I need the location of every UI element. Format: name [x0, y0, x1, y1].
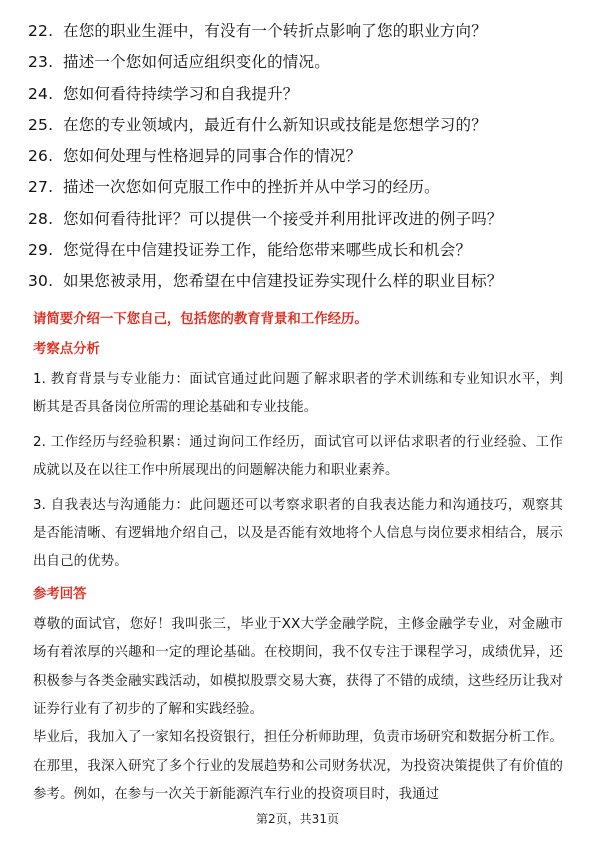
question-item	[28, 209, 573, 240]
question-text: 您如何看待批评？可以提供一个接受并利用批评改进的例子吗？	[63, 209, 503, 228]
question-text: 描述一个您如何适应组织变化的情况。	[63, 53, 330, 72]
question-number: 28.	[28, 209, 54, 228]
page-number: 第2页，共31页	[256, 812, 339, 826]
question-number: 22.	[28, 22, 54, 40]
question-item	[28, 177, 573, 208]
question-text: 在您的职业生涯中，有没有一个转折点影响了您的职业方向？	[63, 22, 487, 40]
answer-section	[33, 310, 563, 809]
question-item	[28, 115, 573, 146]
question-text: 您如何处理与性格迥异的同事合作的情况？	[63, 147, 362, 166]
question-item	[28, 84, 573, 115]
analysis-point: 3. 自我表达与沟通能力：此问题还可以考察求职者的自我表达能力和沟通技巧，观察其是否能清晰、有逻辑地介绍自己，以及是否能有效地将个人信息与岗位要求相结合，展示出自己的优势。	[33, 498, 563, 569]
question-item	[28, 21, 573, 52]
question-number: 30.	[28, 272, 54, 291]
question-number: 27.	[28, 178, 54, 197]
analysis-heading: 考察点分析	[33, 342, 100, 357]
question-item	[28, 146, 573, 177]
question-text: 您觉得在中信建投证券工作，能给您带来哪些成长和机会？	[63, 241, 472, 260]
reference-paragraph: 毕业后，我加入了一家知名投资银行，担任分析师助理，负责市场研究和数据分析工作。在那里，我深入研究了多个行业的发展趋势和公司财务状况，为投资决策提供了有价值的参考。例如，在参与一次关于新能源汽车行业的投资项目时，我通过	[33, 730, 563, 802]
question-number: 23.	[28, 53, 54, 72]
question-text: 如果您被录用，您希望在中信建投证券实现什么样的职业目标？	[63, 272, 503, 291]
question-item	[28, 240, 573, 271]
question-number: 24.	[28, 84, 54, 103]
question-text: 您如何看待持续学习和自我提升？	[63, 84, 299, 103]
question-list	[28, 21, 573, 303]
analysis-point: 1. 教育背景与专业能力：面试官通过此问题了解求职者的学术训练和专业知识水平，判断其是否具备岗位所需的理论基础和专业技能。	[33, 372, 563, 415]
question-text: 描述一次您如何克服工作中的挫折并从中学习的经历。	[63, 178, 440, 197]
question-item	[28, 271, 573, 302]
analysis-point: 2. 工作经历与经验积累：通过询问工作经历，面试官可以评估求职者的行业经验、工作成就以及在以往工作中所展现出的问题解决能力和职业素养。	[33, 435, 563, 478]
interview-prompt: 请简要介绍一下您自己，包括您的教育背景和工作经历。	[33, 312, 368, 327]
question-item	[28, 52, 573, 83]
question-number: 25.	[28, 115, 54, 134]
reference-paragraph: 尊敬的面试官，您好！我叫张三，毕业于XX大学金融学院，主修金融学专业，对金融市场有着浓厚的兴趣和一定的理论基础。在校期间，我不仅专注于课程学习，成绩优异，还积极参与各类金融实践活动，如模拟股票交易大赛，获得了不错的成绩，这些经历让我对证券行业有了初步的了解和实践经验。	[33, 617, 563, 718]
question-text: 在您的专业领域内，最近有什么新知识或技能是您想学习的？	[63, 115, 487, 134]
question-number: 26.	[28, 147, 54, 166]
question-number: 29.	[28, 241, 54, 260]
reference-heading: 参考回答	[33, 587, 87, 603]
